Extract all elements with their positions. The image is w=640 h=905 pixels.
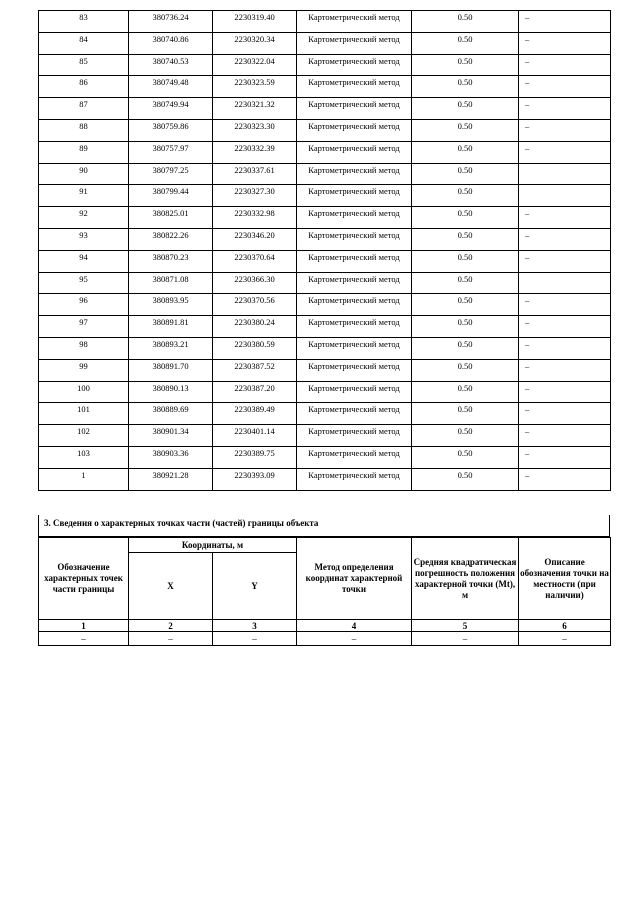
cell-designation: –	[39, 632, 129, 646]
cell-point-id: 102	[39, 425, 129, 447]
cell-y: –	[213, 632, 297, 646]
cell-y: 2230323.59	[213, 76, 297, 98]
cell-description	[519, 163, 611, 185]
cell-description	[519, 185, 611, 207]
cell-method: Картометрический метод	[297, 54, 412, 76]
cell-x: 380797.25	[129, 163, 213, 185]
cell-description: –	[519, 11, 611, 33]
cell-point-id: 90	[39, 163, 129, 185]
cell-point-id: 98	[39, 337, 129, 359]
cell-accuracy: 0.50	[412, 228, 519, 250]
table-row	[39, 207, 611, 229]
cell-accuracy: 0.50	[412, 468, 519, 490]
cell-accuracy: –	[412, 632, 519, 646]
cell-point-id: 88	[39, 119, 129, 141]
cell-description: –	[519, 32, 611, 54]
cell-x: 380870.23	[129, 250, 213, 272]
cell-accuracy: 0.50	[412, 98, 519, 120]
cell-x: –	[129, 632, 213, 646]
cell-y: 2230380.24	[213, 316, 297, 338]
table-row	[39, 11, 611, 33]
cell-description: –	[519, 403, 611, 425]
cell-accuracy: 0.50	[412, 446, 519, 468]
cell-description: –	[519, 98, 611, 120]
table-row	[39, 54, 611, 76]
cell-method: Картометрический метод	[297, 163, 412, 185]
cell-point-id: 100	[39, 381, 129, 403]
cell-y: 2230323.30	[213, 119, 297, 141]
cell-point-id: 101	[39, 403, 129, 425]
cell-method: Картометрический метод	[297, 185, 412, 207]
cell-y: 2230389.75	[213, 446, 297, 468]
cell-method: Картометрический метод	[297, 381, 412, 403]
cell-accuracy: 0.50	[412, 250, 519, 272]
cell-method: Картометрический метод	[297, 11, 412, 33]
header-designation: Обозначение характерных точек части границы	[39, 538, 129, 620]
cell-y: 2230320.34	[213, 32, 297, 54]
cell-method: Картометрический метод	[297, 98, 412, 120]
cell-accuracy: 0.50	[412, 11, 519, 33]
cell-accuracy: 0.50	[412, 207, 519, 229]
cell-accuracy: 0.50	[412, 54, 519, 76]
cell-description: –	[519, 632, 611, 646]
table-row	[39, 359, 611, 381]
header-y: Y	[213, 553, 297, 620]
cell-method: Картометрический метод	[297, 337, 412, 359]
cell-point-id: 85	[39, 54, 129, 76]
table-row	[39, 32, 611, 54]
column-number: 3	[213, 620, 297, 632]
table-row	[39, 185, 611, 207]
cell-method: Картометрический метод	[297, 446, 412, 468]
cell-method: Картометрический метод	[297, 207, 412, 229]
cell-x: 380799.44	[129, 185, 213, 207]
cell-y: 2230401.14	[213, 425, 297, 447]
table-row	[39, 294, 611, 316]
cell-point-id: 103	[39, 446, 129, 468]
cell-y: 2230332.98	[213, 207, 297, 229]
cell-point-id: 87	[39, 98, 129, 120]
cell-accuracy: 0.50	[412, 141, 519, 163]
cell-x: 380871.08	[129, 272, 213, 294]
cell-description: –	[519, 381, 611, 403]
cell-y: 2230319.40	[213, 11, 297, 33]
table-row	[39, 468, 611, 490]
cell-method: Картометрический метод	[297, 359, 412, 381]
table-row	[39, 316, 611, 338]
cell-accuracy: 0.50	[412, 272, 519, 294]
cell-accuracy: 0.50	[412, 119, 519, 141]
cell-y: 2230393.09	[213, 468, 297, 490]
table-row	[39, 98, 611, 120]
table-row	[39, 163, 611, 185]
cell-y: 2230321.32	[213, 98, 297, 120]
cell-point-id: 97	[39, 316, 129, 338]
cell-x: 380893.21	[129, 337, 213, 359]
cell-description: –	[519, 250, 611, 272]
cell-method: Картометрический метод	[297, 294, 412, 316]
cell-accuracy: 0.50	[412, 76, 519, 98]
cell-method: Картометрический метод	[297, 468, 412, 490]
cell-x: 380893.95	[129, 294, 213, 316]
cell-y: 2230332.39	[213, 141, 297, 163]
cell-accuracy: 0.50	[412, 163, 519, 185]
cell-accuracy: 0.50	[412, 185, 519, 207]
header-coordinates: Координаты, м	[129, 538, 297, 553]
cell-point-id: 84	[39, 32, 129, 54]
part-boundary-points-table	[38, 537, 611, 646]
cell-accuracy: 0.50	[412, 294, 519, 316]
column-number: 2	[129, 620, 213, 632]
cell-y: 2230387.52	[213, 359, 297, 381]
cell-description: –	[519, 446, 611, 468]
header-accuracy: Средняя квадратическая погрешность положения характерной точки (Mt), м	[412, 538, 519, 620]
cell-point-id: 93	[39, 228, 129, 250]
table-row	[39, 250, 611, 272]
cell-accuracy: 0.50	[412, 403, 519, 425]
table-row	[39, 381, 611, 403]
cell-point-id: 95	[39, 272, 129, 294]
cell-y: 2230346.20	[213, 228, 297, 250]
header-method: Метод определения координат характерной точки	[297, 538, 412, 620]
cell-x: 380890.13	[129, 381, 213, 403]
cell-x: 380749.94	[129, 98, 213, 120]
cell-description: –	[519, 141, 611, 163]
cell-method: –	[297, 632, 412, 646]
column-number: 6	[519, 620, 611, 632]
cell-accuracy: 0.50	[412, 381, 519, 403]
cell-accuracy: 0.50	[412, 359, 519, 381]
cell-y: 2230366.30	[213, 272, 297, 294]
cell-description: –	[519, 76, 611, 98]
cell-description: –	[519, 359, 611, 381]
cell-description	[519, 272, 611, 294]
cell-method: Картометрический метод	[297, 425, 412, 447]
cell-method: Картометрический метод	[297, 316, 412, 338]
header-description: Описание обозначения точки на местности (при наличии)	[519, 538, 611, 620]
table-row	[39, 272, 611, 294]
cell-description: –	[519, 119, 611, 141]
cell-method: Картометрический метод	[297, 250, 412, 272]
header-x: X	[129, 553, 213, 620]
cell-point-id: 99	[39, 359, 129, 381]
cell-accuracy: 0.50	[412, 32, 519, 54]
cell-y: 2230389.49	[213, 403, 297, 425]
cell-point-id: 96	[39, 294, 129, 316]
table-row	[39, 119, 611, 141]
cell-x: 380891.81	[129, 316, 213, 338]
cell-y: 2230337.61	[213, 163, 297, 185]
cell-x: 380757.97	[129, 141, 213, 163]
cell-point-id: 89	[39, 141, 129, 163]
cell-point-id: 86	[39, 76, 129, 98]
cell-point-id: 1	[39, 468, 129, 490]
cell-description: –	[519, 337, 611, 359]
cell-description: –	[519, 468, 611, 490]
cell-accuracy: 0.50	[412, 337, 519, 359]
cell-point-id: 92	[39, 207, 129, 229]
cell-method: Картометрический метод	[297, 32, 412, 54]
cell-x: 380903.36	[129, 446, 213, 468]
column-number: 4	[297, 620, 412, 632]
cell-point-id: 83	[39, 11, 129, 33]
cell-y: 2230387.20	[213, 381, 297, 403]
cell-x: 380889.69	[129, 403, 213, 425]
column-number: 1	[39, 620, 129, 632]
cell-y: 2230327.30	[213, 185, 297, 207]
cell-accuracy: 0.50	[412, 316, 519, 338]
cell-description: –	[519, 316, 611, 338]
table-row	[39, 337, 611, 359]
boundary-points-table	[38, 10, 611, 491]
cell-x: 380901.34	[129, 425, 213, 447]
cell-x: 380822.26	[129, 228, 213, 250]
cell-x: 380759.86	[129, 119, 213, 141]
cell-y: 2230370.56	[213, 294, 297, 316]
cell-description: –	[519, 294, 611, 316]
table-row	[39, 425, 611, 447]
cell-method: Картометрический метод	[297, 119, 412, 141]
table-row	[39, 632, 611, 646]
table-row	[39, 446, 611, 468]
cell-accuracy: 0.50	[412, 425, 519, 447]
column-number: 5	[412, 620, 519, 632]
cell-method: Картометрический метод	[297, 272, 412, 294]
cell-method: Картометрический метод	[297, 403, 412, 425]
table-row	[39, 228, 611, 250]
cell-method: Картометрический метод	[297, 76, 412, 98]
cell-point-id: 94	[39, 250, 129, 272]
cell-method: Картометрический метод	[297, 141, 412, 163]
cell-y: 2230322.04	[213, 54, 297, 76]
cell-x: 380740.86	[129, 32, 213, 54]
cell-method: Картометрический метод	[297, 228, 412, 250]
cell-x: 380891.70	[129, 359, 213, 381]
section3-title: 3. Сведения о характерных точках части (частей) границы объекта	[38, 515, 610, 537]
table-row	[39, 141, 611, 163]
cell-x: 380749.48	[129, 76, 213, 98]
column-numbers-row	[39, 620, 611, 632]
cell-x: 380825.01	[129, 207, 213, 229]
cell-x: 380740.53	[129, 54, 213, 76]
cell-y: 2230380.59	[213, 337, 297, 359]
table-row	[39, 403, 611, 425]
cell-y: 2230370.64	[213, 250, 297, 272]
cell-description: –	[519, 425, 611, 447]
cell-x: 380736.24	[129, 11, 213, 33]
cell-x: 380921.28	[129, 468, 213, 490]
cell-description: –	[519, 228, 611, 250]
table-row	[39, 76, 611, 98]
cell-description: –	[519, 54, 611, 76]
cell-description: –	[519, 207, 611, 229]
cell-point-id: 91	[39, 185, 129, 207]
